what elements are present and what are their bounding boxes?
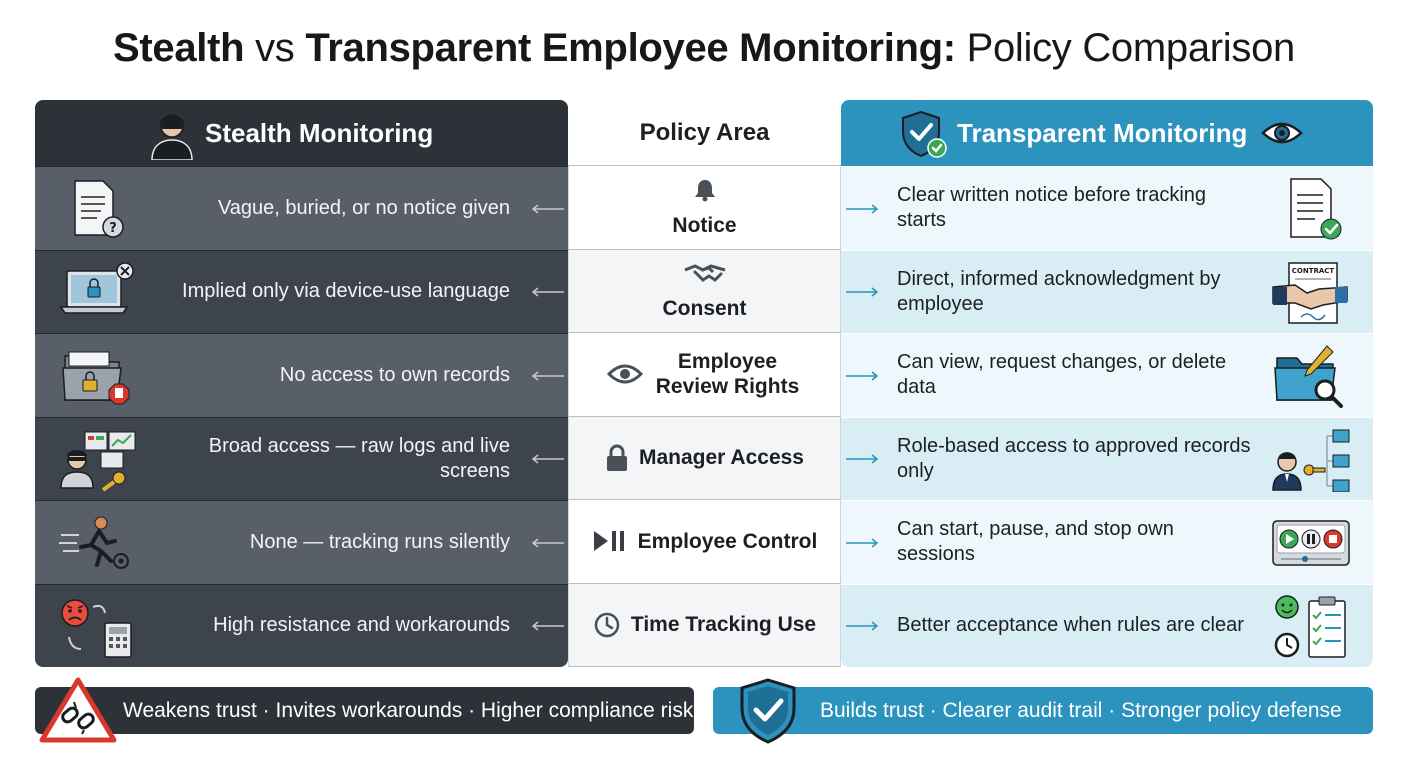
- arrow-right-icon: [844, 621, 880, 631]
- arrow-right-icon: [844, 204, 880, 214]
- contract-handshake-icon: [1271, 261, 1351, 325]
- stealth-row-consent: [35, 250, 568, 334]
- area-time-tracking: [568, 584, 841, 668]
- arrow-right-icon: [844, 454, 880, 464]
- locked-folder-icon: [57, 344, 137, 408]
- stealth-manager-text: Broad access — raw logs and live screens: [208, 434, 510, 482]
- smile-clock-checklist-icon: [1271, 595, 1351, 659]
- area-review-rights-label: Employee Review Rights: [655, 350, 800, 399]
- clock-icon: [593, 611, 621, 639]
- media-controls-icon: [1271, 511, 1351, 575]
- transparent-header-label: Transparent Monitoring: [957, 117, 1248, 148]
- stealth-notice-text: Vague, buried, or no notice given: [217, 196, 510, 219]
- policy-area-header-label: Policy Area: [639, 118, 770, 146]
- transparent-row-review: [841, 333, 1373, 417]
- transparent-column: [841, 100, 1373, 667]
- stealth-row-notice: [35, 166, 568, 250]
- arrow-right-icon: [844, 287, 880, 297]
- document-check-icon: [1271, 177, 1351, 241]
- spy-dashboard-icon: [57, 428, 137, 492]
- manager-key-folders-icon: [1271, 428, 1351, 492]
- title-vs: vs: [244, 26, 306, 70]
- angry-face-calculator-icon: [57, 595, 137, 659]
- transparent-row-notice: [841, 166, 1373, 250]
- stealth-timetracking-text: High resistance and workarounds: [213, 614, 510, 637]
- transparent-row-control: [841, 500, 1373, 584]
- area-employee-control-label: Employee Control: [637, 529, 818, 553]
- eye-icon: [1261, 119, 1303, 147]
- folder-search-icon: [1271, 344, 1351, 408]
- area-manager-access: [568, 417, 841, 501]
- handshake-icon: [683, 260, 727, 286]
- transparent-row-manager: [841, 417, 1373, 501]
- transparent-rows: [841, 166, 1373, 667]
- policy-area-column: [568, 100, 841, 667]
- arrow-left-icon: [530, 538, 566, 548]
- policy-area-rows: [568, 166, 841, 667]
- contract-label: CONTRACT: [1291, 266, 1335, 275]
- transparent-control-text: Can start, pause, and stop own sessions: [897, 518, 1174, 566]
- area-review-rights: [568, 333, 841, 417]
- page-title: [0, 26, 1408, 71]
- area-notice: [568, 166, 841, 250]
- title-transparent: Transparent Employee Monitoring:: [305, 26, 956, 70]
- transparent-row-consent: [841, 250, 1373, 334]
- stealth-header-label: Stealth Monitoring: [205, 117, 434, 148]
- transparent-notice-text: Clear written notice before tracking starts: [897, 184, 1207, 232]
- shield-check-icon: [736, 676, 800, 744]
- area-manager-access-label: Manager Access: [639, 446, 804, 470]
- transparent-header: [841, 100, 1373, 166]
- area-consent: [568, 250, 841, 334]
- stealth-summary-text: Weakens trust · Invites workarounds · Higher compliance risk: [123, 698, 694, 722]
- bell-icon: [692, 177, 718, 203]
- transparent-review-text: Can view, request changes, or delete data: [897, 351, 1227, 399]
- area-consent-label: Consent: [662, 297, 747, 321]
- transparent-summary-banner: [713, 687, 1373, 734]
- stealth-control-text: None — tracking runs silently: [249, 530, 510, 553]
- stealth-row-control: [35, 500, 568, 584]
- title-comparison: Policy Comparison: [955, 26, 1295, 70]
- arrow-left-icon: [530, 371, 566, 381]
- policy-area-header: [568, 100, 841, 166]
- transparent-summary-text: Builds trust · Clearer audit trail · Stronger policy defense: [820, 698, 1342, 722]
- area-notice-label: Notice: [672, 213, 737, 237]
- arrow-right-icon: [844, 371, 880, 381]
- stealth-review-text: No access to own records: [279, 363, 510, 386]
- broken-link-warning-icon: [38, 676, 118, 744]
- svg-text:?: ?: [109, 221, 117, 236]
- laptop-lock-icon: [57, 261, 137, 325]
- arrow-left-icon: [530, 204, 566, 214]
- area-time-tracking-label: Time Tracking Use: [630, 613, 817, 637]
- play-pause-icon: [592, 529, 628, 553]
- stealth-header: [35, 100, 568, 166]
- arrow-left-icon: [530, 621, 566, 631]
- padlock-icon: [605, 444, 629, 472]
- transparent-manager-text: Role-based access to approved records only: [897, 434, 1251, 482]
- arrow-left-icon: [530, 287, 566, 297]
- title-stealth: Stealth: [113, 26, 245, 70]
- stealth-row-manager: [35, 417, 568, 501]
- transparent-row-timetracking: [841, 584, 1373, 668]
- stealth-consent-text: Implied only via device-use language: [182, 280, 510, 303]
- stealth-column: [35, 100, 568, 667]
- arrow-right-icon: [844, 538, 880, 548]
- eye-icon: [607, 362, 643, 386]
- transparent-timetracking-text: Better acceptance when rules are clear: [897, 614, 1244, 637]
- document-question-icon: [57, 177, 137, 241]
- arrow-left-icon: [530, 454, 566, 464]
- area-employee-control: [568, 500, 841, 584]
- transparent-consent-text: Direct, informed acknowledgment by employee: [897, 267, 1221, 315]
- stealth-row-timetracking: [35, 584, 568, 668]
- shield-check-icon: [899, 108, 949, 160]
- stealth-row-review: [35, 333, 568, 417]
- running-person-gear-icon: [57, 511, 137, 575]
- stealth-rows: [35, 166, 568, 667]
- stealth-summary-banner: [35, 687, 694, 734]
- spy-icon: [147, 108, 197, 160]
